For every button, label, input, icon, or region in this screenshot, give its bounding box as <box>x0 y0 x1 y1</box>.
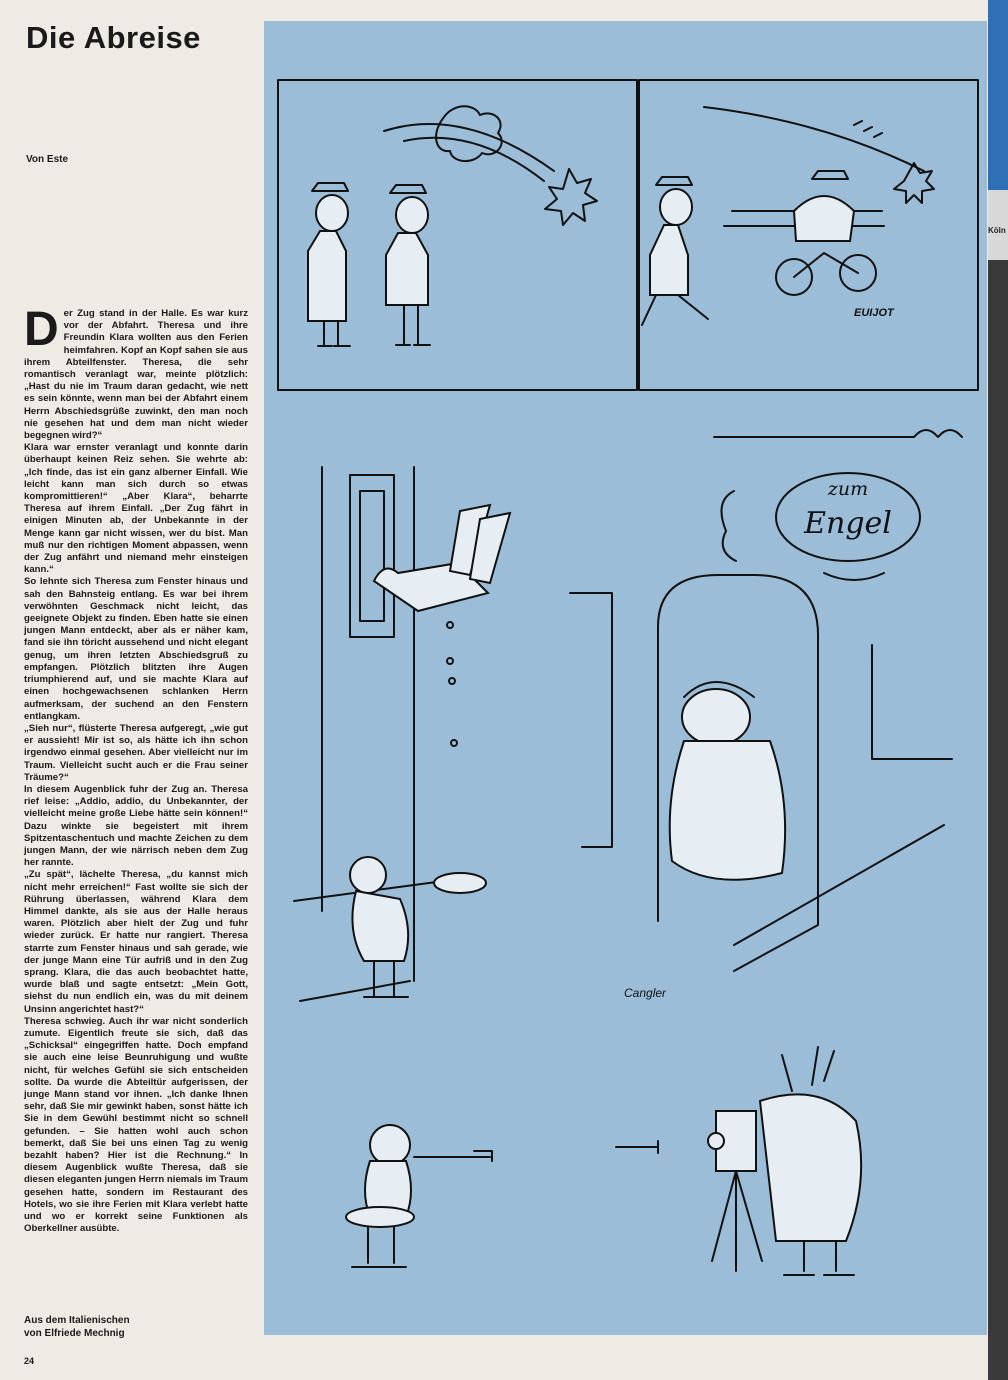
general-figure <box>386 185 430 345</box>
article-body <box>24 303 248 1235</box>
inn-sign <box>714 430 962 580</box>
next-page-edge <box>988 0 1008 1380</box>
translation-credit <box>24 1314 130 1340</box>
page-number: 24 <box>24 1356 35 1366</box>
author-byline: Von Este <box>26 154 69 165</box>
running-general <box>642 177 708 325</box>
landlady-figure <box>670 682 785 880</box>
paragraph: So lehnte sich Theresa zum Fenster hinaus und sah den Bahnsteig entlang. Es war bei ihrem verwöhnten Geschmack nicht leicht, das geeignete Objekt zu finden. Eben hatte sie einen jungen Mann entdeckt, aber als er näher kam, fand sie ihn töricht aussehend und nicht elegant genug, um ihren letzten Abschiedsgruß zu empfangen. Plötzlich blitzten ihre Augen triumphierend auf, und sie machte Klara auf einen hochgewachsenen schlanken Herrn aufmerksam, der suchend an den Fenstern entlangkam. <box>24 576 248 722</box>
paragraph: In diesem Augenblick fuhr der Zug an. Theresa rief leise: „Addio, addio, du Unbekannter, der vielleicht meine große Liebe hätte sein können!“ Dazu winkte sie begeistert mit ihrem Spitzentaschentuch und machte Zeichen zu dem jungen Mann, der wie närrisch neben dem Zug her rannte. <box>24 783 248 869</box>
article-title: Die Abreise <box>26 20 201 55</box>
sign-text-zum: zum <box>827 478 869 500</box>
credit-line: Aus dem Italienischen <box>24 1315 130 1326</box>
paragraph: „Zu spät“, lächelte Theresa, „du kannst mich nicht mehr erreichen!“ Fast wollte sie sich der Rührung überlassen, während Klara dem Himmel dankte, als sie aus der Halle heraus waren. Plötzlich aber hielt der Zug und fuhr wieder zurück. Er hatte nur rangiert. Theresa starrte zum Fenster hinaus und sah gerade, wie der junge Mann eine Tür aufriß und in den Zug sprang. Klara, die das auch beobachtet hatte, wurde blaß und sagte entsetzt: „Mein Gott, siehst du nun endlich ein, was du mit deinem Unsinn angerichtet hast?“ <box>24 869 248 1015</box>
doorway-scene <box>570 575 952 1000</box>
comic-strip <box>278 80 978 390</box>
paragraph: Klara war ernster veranlagt und konnte darin überhaupt keinen Reiz sehen. Sie wehrte ab: „Ich finde, das ist ein ganz alberner Einfall. Wie leicht kann man sich durch so etwas kompromittieren!“ „Aber Klara“, beharrte Theresa auf ihrem Einfall. „Der Zug fährt in einigen Minuten ab, der Unbekannte in der Menge kann gar nicht wissen, wer du bist. Man muß nur den richtigen Moment abpassen, wenn der Zug anfährt und niemand mehr einsteigen kann.“ <box>24 442 248 576</box>
edge-label: Köln <box>988 226 1006 235</box>
paragraph: „Sieh nur“, flüsterte Theresa aufgeregt, „wie gut er aussieht! Mir ist so, als hätte ich ihn schon irgendwo einmal gesehen. Aber vielleicht nur im Traum. Vielleicht sucht auch er die Frau seiner Träume?“ <box>24 722 248 783</box>
cyclist-figure <box>776 171 876 295</box>
cartoon-illustrations <box>264 21 987 1335</box>
drop-cap: D <box>24 303 59 356</box>
shooter-figure <box>346 1125 492 1267</box>
general-figure <box>308 183 350 346</box>
artist-signature: Cangler <box>624 986 667 1000</box>
train-window-scene <box>294 467 510 1001</box>
beggar-figure <box>350 857 486 997</box>
camera-figure <box>708 1047 861 1275</box>
paragraph: er Zug stand in der Halle. Es war kurz vor der Abfahrt. Theresa und ihre Freundin Klara wollten aus den Ferien heimfahren. Kopf an Kopf sahen sie aus ihrem Abteilfenster. Theresa, die sehr romantisch veranlagt war, meinte plötzlich: „Hast du nie im Traum daran gedacht, wie nett es sein könnte, wenn man bei der Abfahrt einem Herrn Abschiedsgrüße zuwinkt, den man noch nie gesehen hat und dem man nicht wieder begegnen wird?“ <box>24 308 248 442</box>
credit-line: von Elfriede Mechnig <box>24 1328 125 1339</box>
sign-text-engel: Engel <box>804 506 892 541</box>
photographer-scene <box>346 1047 861 1275</box>
paragraph: Theresa schwieg. Auch ihr war nicht sonderlich zumute. Eigentlich freute sie sich, daß das „Schicksal“ eingegriffen hatte. Doch empfand sie auch eine leise Beunruhigung und wußte nicht, für welches Gefühl sie sich entscheiden sollte. Da wurde die Abteiltür aufgerissen, der junge Mann stand vor ihnen. „Ich danke Ihnen sehr, daß Sie mir gewinkt haben, sonst hätte ich Sie in dem Gewühl bestimmt nicht so schnell gefunden. – Sie hatten wohl auch schon bemerkt, daß Sie bei uns einen Tag zu wenig bezahlt haben? Hier ist die Rechnung.“ In diesem Augenblick wußte Theresa, daß sie diesen eleganten jungen Herrn niemals im Traum gesehen hatte, sondern im Restaurant des Hotels, wo sie ihre Ferien mit Klara verlebt hatte und wo er korrekt seine Funktionen als Oberkellner ausübte. <box>24 1015 248 1235</box>
artist-signature: EUIJOT <box>854 307 894 319</box>
cartoon-panel <box>264 21 987 1335</box>
